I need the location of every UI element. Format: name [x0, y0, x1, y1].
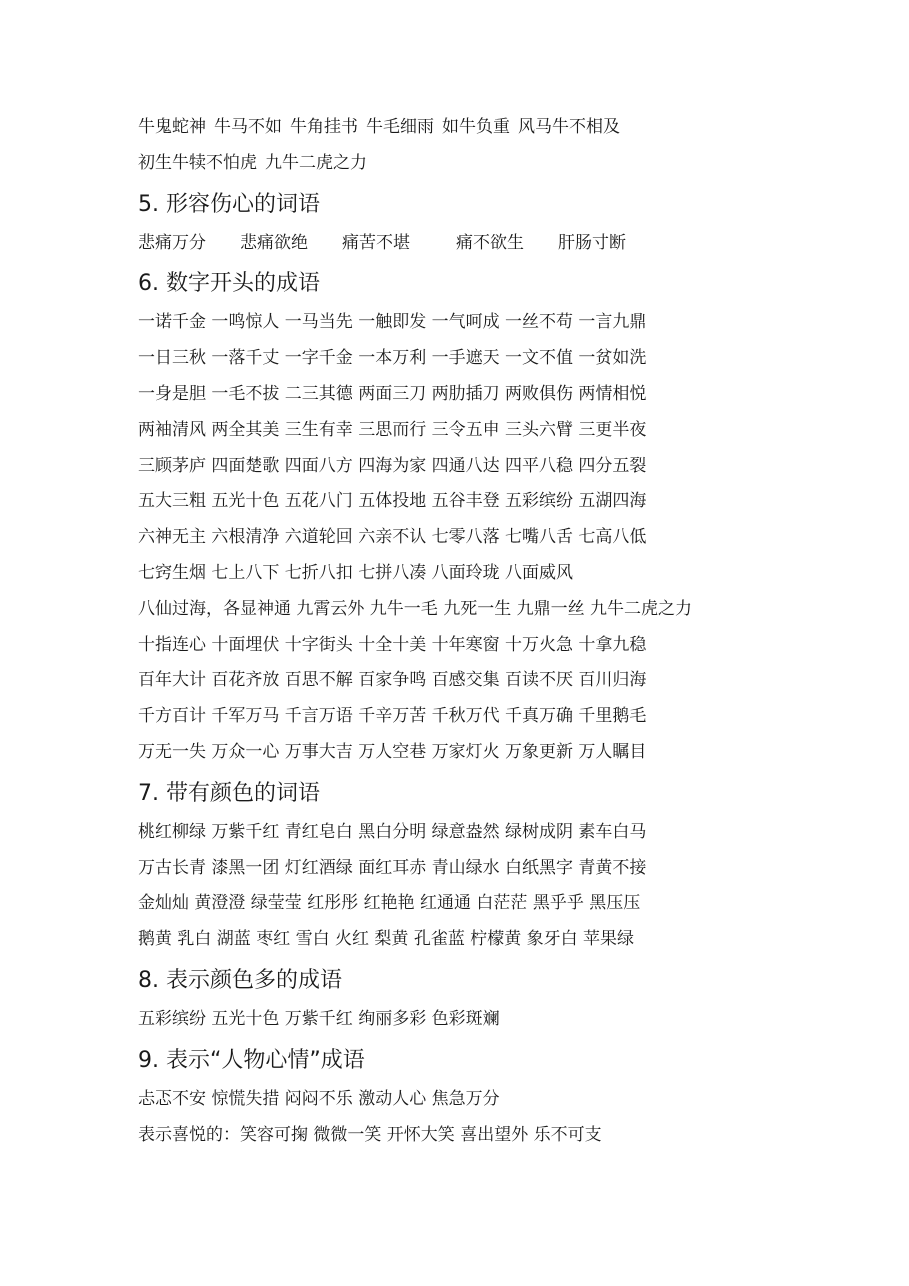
- section-heading-9: 9. 表示“人物心情”成语: [138, 1047, 365, 1073]
- idiom-line: 一诺千金 一鸣惊人 一马当先 一触即发 一气呵成 一丝不苟 一言九鼎: [138, 312, 647, 333]
- idiom: 九牛二虎之力: [265, 152, 367, 173]
- idiom-line: 桃红柳绿 万紫千红 青红皂白 黑白分明 绿意盎然 绿树成阴 素车白马: [138, 821, 647, 842]
- idiom-line: 千方百计 千军万马 千言万语 千辛万苦 千秋万代 千真万确 千里鹅毛: [138, 706, 647, 727]
- idiom-line: 万无一失 万众一心 万事大吉 万人空巷 万家灯火 万象更新 万人瞩目: [138, 741, 647, 762]
- word: 悲痛万分: [138, 232, 206, 253]
- section-heading-6: 6. 数字开头的成语: [138, 271, 320, 297]
- section-heading-5: 5. 形容伤心的词语: [138, 191, 320, 217]
- idiom-line: [138, 110, 878, 146]
- idiom-line: 表示喜悦的：笑容可掬 微微一笑 开怀大笑 喜出望外 乐不可支: [138, 1124, 602, 1145]
- idiom-line: [138, 146, 878, 182]
- idiom: 初生牛犊不怕虎: [138, 152, 257, 173]
- idiom-line: 金灿灿 黄澄澄 绿莹莹 红彤彤 红艳艳 红通通 白茫茫 黑乎乎 黑压压: [138, 893, 641, 914]
- idiom: 风马牛不相及: [518, 117, 620, 137]
- idiom-line: 六神无主 六根清净 六道轮回 六亲不认 七零八落 七嘴八舌 七高八低: [138, 527, 647, 548]
- idiom-line: 百年大计 百花齐放 百思不解 百家争鸣 百感交集 百读不厌 百川归海: [138, 670, 647, 691]
- word: 痛不欲生: [456, 232, 524, 253]
- idiom-line: 鹅黄 乳白 湖蓝 枣红 雪白 火红 梨黄 孔雀蓝 柠檬黄 象牙白 苹果绿: [138, 929, 635, 950]
- word: 肝肠寸断: [558, 232, 626, 253]
- idiom-line: 忐忑不安 惊慌失措 闷闷不乐 激动人心 焦急万分: [138, 1088, 500, 1109]
- idiom: 牛毛细雨: [366, 117, 434, 137]
- section-heading-7: 7. 带有颜色的词语: [138, 780, 320, 806]
- idiom-line: 一日三秋 一落千丈 一字千金 一本万利 一手遮天 一文不值 一贫如洗: [138, 348, 647, 369]
- idiom: 牛鬼蛇神: [138, 117, 206, 137]
- idiom-line: 八仙过海，各显神通 九霄云外 九牛一毛 九死一生 九鼎一丝 九牛二虎之力: [138, 598, 693, 619]
- idiom-line: 五彩缤纷 五光十色 万紫千红 绚丽多彩 色彩斑斓: [138, 1008, 500, 1029]
- idiom-line: 十指连心 十面埋伏 十字街头 十全十美 十年寒窗 十万火急 十拿九稳: [138, 634, 647, 655]
- idiom-line: 七窍生烟 七上八下 七折八扣 七拼八凑 八面玲珑 八面威风: [138, 562, 574, 583]
- sad-words-line: [138, 226, 878, 262]
- idiom-line: 两袖清风 两全其美 三生有幸 三思而行 三令五申 三头六臂 三更半夜: [138, 419, 647, 440]
- idiom: 牛角挂书: [290, 117, 358, 137]
- idiom: 牛马不如: [214, 117, 282, 137]
- word: 痛苦不堪: [342, 232, 410, 253]
- idiom-line: 五大三粗 五光十色 五花八门 五体投地 五谷丰登 五彩缤纷 五湖四海: [138, 491, 647, 512]
- document-page: [138, 110, 878, 1153]
- idiom-line: 三顾茅庐 四面楚歌 四面八方 四海为家 四通八达 四平八稳 四分五裂: [138, 455, 647, 476]
- idiom-line: 万古长青 漆黑一团 灯红酒绿 面红耳赤 青山绿水 白纸黑字 青黄不接: [138, 857, 647, 878]
- idiom: 如牛负重: [442, 117, 510, 137]
- idiom-line: 一身是胆 一毛不拔 二三其德 两面三刀 两肋插刀 两败俱伤 两情相悦: [138, 383, 647, 404]
- word: 悲痛欲绝: [240, 232, 308, 253]
- section-heading-8: 8. 表示颜色多的成语: [138, 967, 342, 993]
